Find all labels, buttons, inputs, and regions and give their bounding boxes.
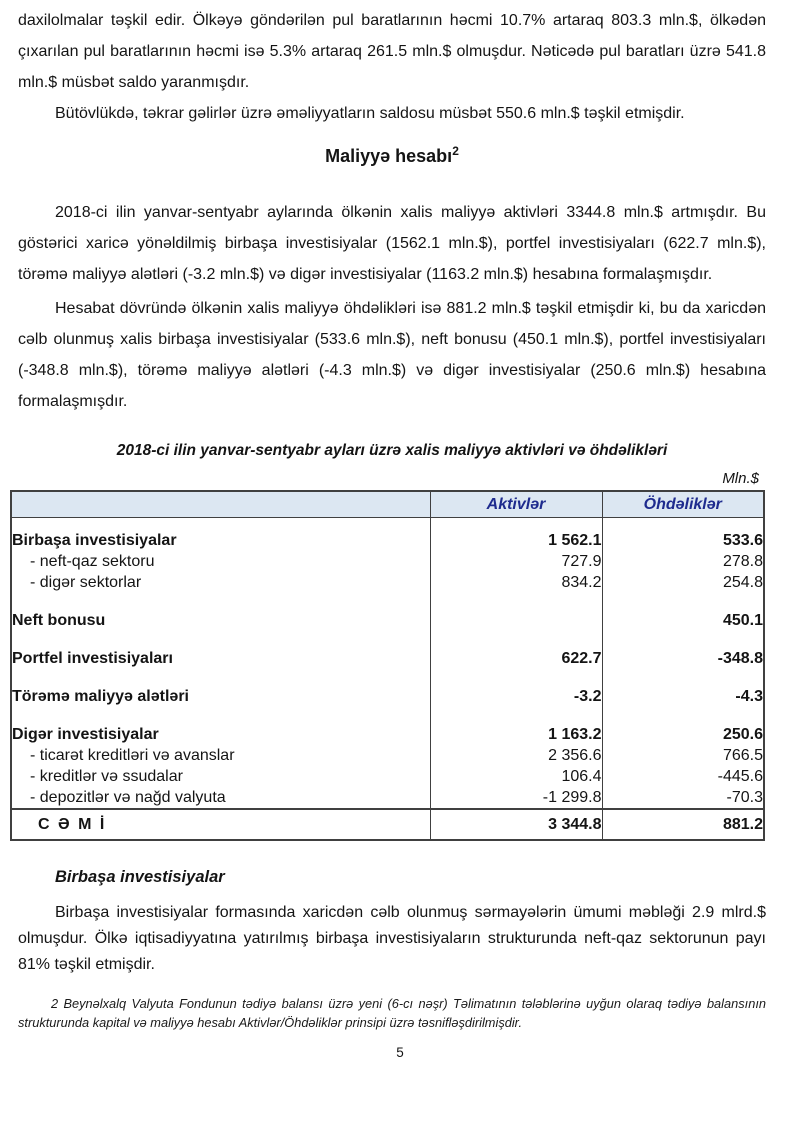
row-label: Portfel investisiyaları <box>11 648 430 669</box>
subsection-title-direct-investments: Birbaşa investisiyalar <box>55 868 225 886</box>
row-assets-value: 2 356.6 <box>430 745 602 766</box>
table-row <box>11 610 764 631</box>
row-label: - neft-qaz sektoru <box>11 551 430 572</box>
row-liabilities-value: -348.8 <box>717 649 763 667</box>
row-label: - kreditlər və ssudalar <box>11 766 430 787</box>
row-assets-value: 1 163.2 <box>430 724 602 745</box>
row-liabilities-value: 278.8 <box>722 552 763 570</box>
row-assets-value: 727.9 <box>430 551 602 572</box>
row-label: Neft bonusu <box>11 610 430 631</box>
table-row <box>11 530 764 551</box>
section-title-text: Maliyyə hesabı <box>325 146 453 166</box>
total-liabilities-value: 881.2 <box>602 809 764 840</box>
row-label: - ticarət kreditləri və avanslar <box>11 745 430 766</box>
row-label: - depozitlər və nağd valyuta <box>11 787 430 809</box>
row-assets-value: 106.4 <box>430 766 602 787</box>
table-caption: 2018-ci ilin yanvar-sentyabr ayları üzrə xalis maliyyə aktivləri və öhdəlikləri <box>116 442 668 459</box>
row-liabilities-value: -4.3 <box>735 687 763 705</box>
spacer-row <box>11 631 764 648</box>
row-assets-value: 834.2 <box>430 572 602 593</box>
header-assets: Aktivlər <box>430 491 602 518</box>
spacer-row <box>11 518 764 531</box>
assets-liabilities-table <box>10 490 765 841</box>
table-row <box>11 766 764 787</box>
row-liabilities-value: -445.6 <box>717 767 763 785</box>
row-label: - digər sektorlar <box>11 572 430 593</box>
financial-table-container <box>10 470 765 841</box>
total-label: C Ə M İ <box>11 809 430 840</box>
body-text-block-2 <box>18 197 766 417</box>
row-liabilities-value: 450.1 <box>722 611 763 629</box>
total-assets-value: 3 344.8 <box>430 809 602 840</box>
body-text-block-3 <box>18 900 766 978</box>
row-label: Digər investisiyalar <box>11 724 430 745</box>
table-header-row <box>11 491 764 518</box>
row-liabilities-value: 250.6 <box>722 725 763 743</box>
row-assets-value: -1 299.8 <box>430 787 602 809</box>
paragraph-net-financial-assets: 2018-ci ilin yanvar-sentyabr aylarında ölkənin xalis maliyyə aktivləri 3344.8 mln.$ artmışdır. Bu göstərici xaricə yönəldilmiş birbaşa investisiyalar (1562.1 mln.$), portfel investisiyaları (622.7 mln.$), törəmə maliyyə alətləri (-3.2 mln.$) və digər investisiyalar (1163.2 mln.$) hesabına formalaşmışdır. <box>18 204 766 283</box>
spacer-row <box>11 669 764 686</box>
row-liabilities-value: -70.3 <box>726 788 763 806</box>
paragraph-direct-investments: Birbaşa investisiyalar formasında xaricdən cəlb olunmuş sərmayələrin ümumi məbləği 2.9 mlrd.$ olmuşdur. Ölkə iqtisadiyyatına yatırılmış birbaşa investisiyaların strukturunda neft-qaz sektorunun payı 81% təşkil etmişdir. <box>18 904 766 973</box>
table-row <box>11 686 764 707</box>
footnote-reference-2: 2 <box>452 144 459 158</box>
spacer-row <box>11 593 764 610</box>
row-label: Birbaşa investisiyalar <box>11 530 430 551</box>
header-empty-cell <box>11 491 430 518</box>
section-title-financial-account <box>18 146 766 167</box>
paragraph-secondary-income: Bütövlükdə, təkrar gəlirlər üzrə əməliyyatların saldosu müsbət 550.6 mln.$ təşkil etmişdir. <box>55 105 685 122</box>
row-assets-value: -3.2 <box>430 686 602 707</box>
table-unit-label: Mln.$ <box>722 470 759 487</box>
page-number: 5 <box>396 1045 404 1060</box>
row-liabilities-value: 766.5 <box>722 746 763 764</box>
table-row <box>11 787 764 809</box>
row-liabilities-value: 533.6 <box>722 531 763 549</box>
spacer-row <box>11 707 764 724</box>
table-row <box>11 648 764 669</box>
row-assets-value: 622.7 <box>430 648 602 669</box>
table-row <box>11 745 764 766</box>
footnote-text: 2 Beynəlxalq Valyuta Fondunun tədiyə balansı üzrə yeni (6-cı nəşr) Təlimatının tələblərinə uyğun olaraq tədiyə balansının strukturunda kapital və maliyyə hesabı Aktivlər/Öhdəliklər prinsipi üzrə təsnifləşdirilmişdir. <box>18 996 766 1030</box>
row-liabilities-value: 254.8 <box>722 573 763 591</box>
table-total-row <box>11 809 764 840</box>
paragraph-net-financial-liabilities: Hesabat dövründə ölkənin xalis maliyyə öhdəlikləri isə 881.2 mln.$ təşkil etmişdir ki, bu da xaricdən cəlb olunmuş xalis birbaşa investisiyalar (533.6 mln.$), neft bonusu (450.1 mln.$), portfel investisiyaları (-348.8 mln.$), törəmə maliyyə alətləri (-4.3 mln.$) və digər investisiyalar (250.6 mln.$) hesabına formalaşmışdır. <box>18 300 766 410</box>
row-assets-value: 1 562.1 <box>430 530 602 551</box>
table-row <box>11 551 764 572</box>
body-text-block <box>18 5 766 129</box>
row-assets-value <box>430 610 602 631</box>
header-liabilities: Öhdəliklər <box>602 491 764 518</box>
table-row <box>11 724 764 745</box>
paragraph-remittances: daxilolmalar təşkil edir. Ölkəyə göndərilən pul baratlarının həcmi 10.7% artaraq 803.3 mln.$, ölkədən çıxarılan pul baratlarının həcmi isə 5.3% artaraq 261.5 mln.$ olmuşdur. Nəticədə pul baratları üzrə 541.8 mln.$ müsbət saldo yaranmışdır. <box>18 12 766 91</box>
table-row <box>11 572 764 593</box>
row-label: Törəmə maliyyə alətləri <box>11 686 430 707</box>
